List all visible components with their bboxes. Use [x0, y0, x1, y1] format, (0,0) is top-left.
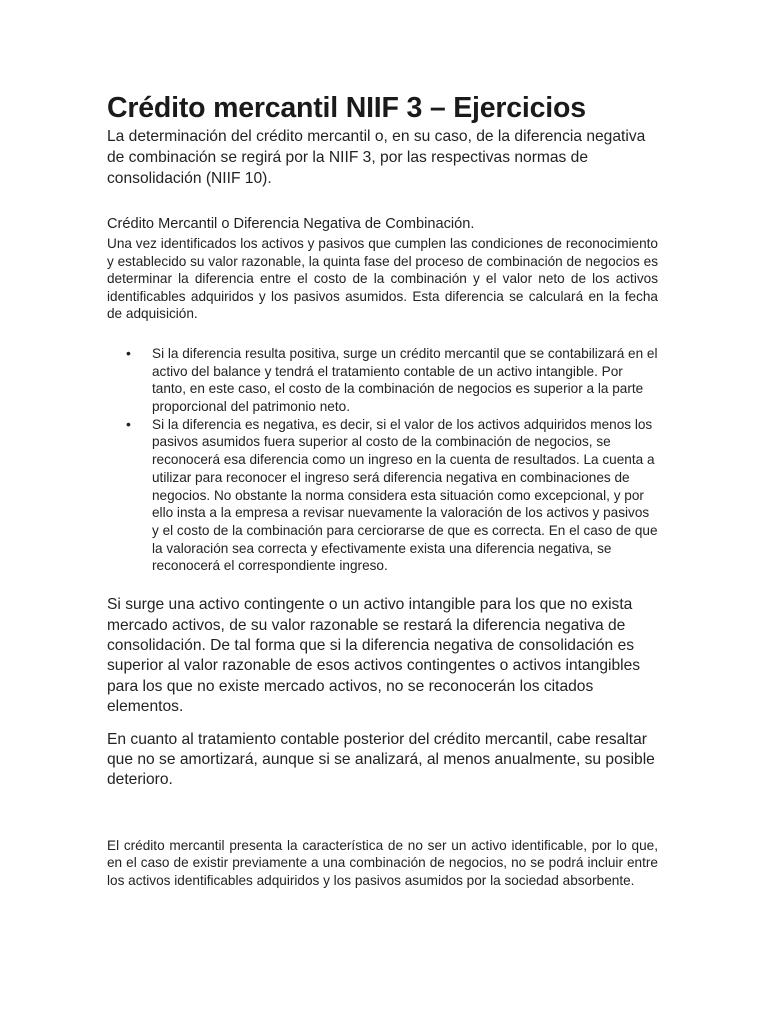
- paragraph-posterior: En cuanto al tratamiento contable posterior del crédito mercantil, cabe resaltar que no se amortizará, aunque si se analizará, al menos anualmente, su posible deterioro.: [107, 730, 655, 789]
- paragraph-final: El crédito mercantil presenta la característica de no ser un activo identificable, por lo que, en el caso de existir previamente a una combinación de negocios, no se podrá incluir entre los activos identificables adquiridos y los pasivos asumidos por la sociedad absorbente.: [107, 837, 658, 888]
- section-body: Una vez identificados los activos y pasivos que cumplen las condiciones de reconocimiento y establecido su valor razonable, la quinta fase del proceso de combinación de negocios es determinar la diferencia entre el costo de la combinación y el valor neto de los activos identificables adquiridos y los pasivos asumidos. Esta diferencia se calculará en la fecha de adquisición.: [107, 236, 658, 322]
- page-title: Crédito mercantil NIIF 3 – Ejercicios: [107, 92, 586, 124]
- intro-paragraph: La determinación del crédito mercantil o, en su caso, de la diferencia negativa de combinación se regirá por la NIIF 3, por las respectivas normas de consolidación (NIIF 10).: [107, 128, 646, 187]
- bullet-text: Si la diferencia resulta positiva, surge un crédito mercantil que se contabilizará en el activo del balance y tendrá el tratamiento contable de un activo intangible. Por tanto, en este caso, el costo de la combinación de negocios es superior a la parte proporcional del patrimonio neto.: [152, 345, 658, 415]
- section-heading: Crédito Mercantil o Diferencia Negativa de Combinación.: [107, 216, 475, 232]
- bullet-text: Si la diferencia es negativa, es decir, si el valor de los activos adquiridos menos los pasivos asumidos fuera superior al costo de la combinación de negocios, se reconocerá esa diferencia como un ingreso en la cuenta de resultados. La cuenta a utilizar para reconocer el ingreso será diferencia negativa en combinaciones de negocios. No obstante la norma considera esta situación como excepcional, y por ello insta a la empresa a revisar nuevamente la valoración de los activos y pasivos y el costo de la combinación para cerciorarse de que es correcta. En el caso de que la valoración sea correcta y efectivamente exista una diferencia negativa, se reconocerá el correspondiente ingreso.: [152, 416, 658, 574]
- document-page: [107, 90, 658, 890]
- bullet-icon: •: [126, 344, 131, 361]
- list-item: [107, 345, 658, 416]
- bullet-list: [107, 345, 658, 575]
- list-item: [107, 416, 658, 575]
- paragraph-contingent: Si surge una activo contingente o un activo intangible para los que no exista mercado activos, de su valor razonable se restará la diferencia negativa de consolidación. De tal forma que si la diferencia negativa de consolidación es superior al valor razonable de esos activos contingentes o activos intangibles para los que no existe mercado activos, no se reconocerán los citados elementos.: [107, 596, 641, 716]
- bullet-icon: •: [126, 415, 131, 432]
